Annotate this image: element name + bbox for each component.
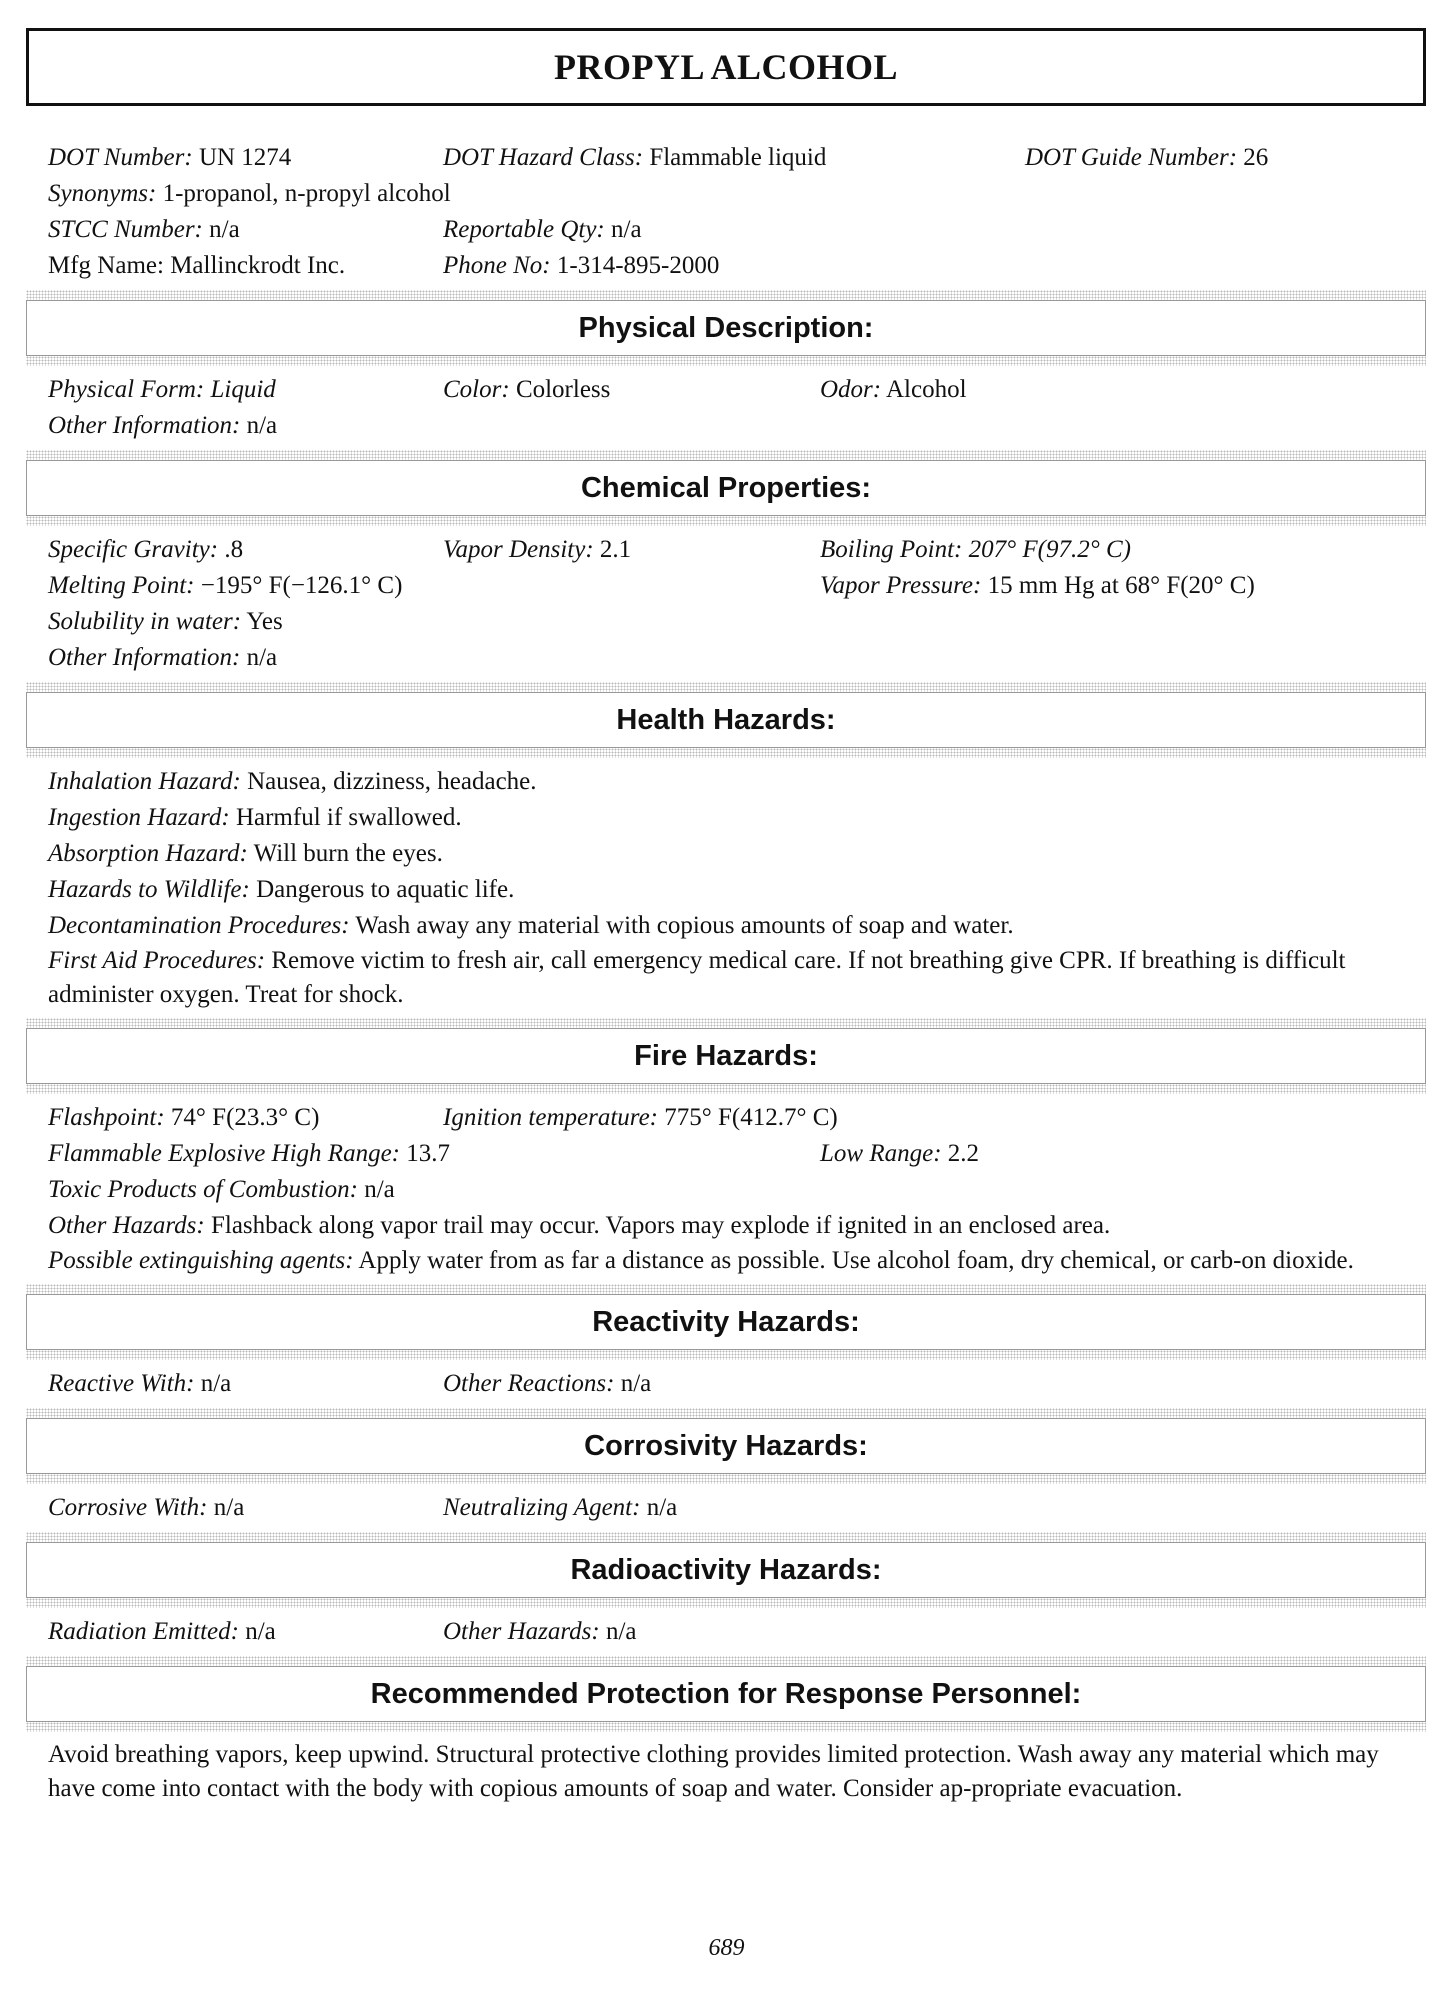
section-title: Physical Description: <box>578 311 874 344</box>
abs: Will burn the eyes. <box>253 840 443 867</box>
mp-label: Melting Point: <box>48 572 195 599</box>
section-header-fire <box>26 1018 1426 1094</box>
section-header-reactivity <box>26 1284 1426 1360</box>
hazard-class: Flammable liquid <box>649 144 827 171</box>
fire-row-2 <box>26 1136 1426 1172</box>
flash: 74° F(23.3° C) <box>170 1104 320 1131</box>
phone: 1-314-895-2000 <box>556 252 720 279</box>
text: Avoid breathing vapors, keep upwind. Structural protective clothing provides limited protection. Wash away any material which may have come into contact with the body with copious amounts of soap and water. Consider ap-propriate evacuation. <box>48 1741 1379 1802</box>
agent-label: Neutralizing Agent: <box>443 1494 641 1521</box>
sg-label: Specific Gravity: <box>48 536 219 563</box>
aid-label: First Aid Procedures: <box>48 947 266 974</box>
color: Colorless <box>515 376 611 403</box>
other-label: Other Hazards: <box>443 1618 600 1645</box>
emit-label: Radiation Emitted: <box>48 1618 239 1645</box>
section-title: Corrosivity Hazards: <box>584 1429 868 1462</box>
ign-label: Ignition temperature: <box>443 1104 659 1131</box>
fire-extinguishing <box>26 1244 1426 1278</box>
header-row-2 <box>26 176 1426 212</box>
emit: n/a <box>245 1618 276 1645</box>
health-wildlife <box>26 872 1426 908</box>
header-row-4 <box>26 248 1426 284</box>
section-title: Reactivity Hazards: <box>592 1305 860 1338</box>
decon-label: Decontamination Procedures: <box>48 912 350 939</box>
section-title: Chemical Properties: <box>580 471 872 504</box>
section-header-health <box>26 682 1426 758</box>
synonyms: 1-propanol, n-propyl alcohol <box>162 180 451 207</box>
other: n/a <box>246 412 278 439</box>
health-first-aid <box>26 944 1426 1012</box>
section-title: Radioactivity Hazards: <box>570 1553 882 1586</box>
rq-label: Reportable Qty: <box>443 216 605 243</box>
section-title: Recommended Protection for Response Personnel: <box>370 1677 1082 1710</box>
inh-label: Inhalation Hazard: <box>48 768 241 795</box>
other: n/a <box>620 1370 652 1397</box>
chemical-row-4 <box>26 640 1426 676</box>
low-label: Low Range: <box>820 1140 942 1167</box>
with: n/a <box>200 1370 232 1397</box>
wild-label: Hazards to Wildlife: <box>48 876 250 903</box>
wild: Dangerous to aquatic life. <box>256 876 515 903</box>
stcc-label: STCC Number: <box>48 216 203 243</box>
chemical-row-3 <box>26 604 1426 640</box>
agent: n/a <box>646 1494 678 1521</box>
ing-label: Ingestion Hazard: <box>48 804 230 831</box>
header-row-3 <box>26 212 1426 248</box>
synonyms-label: Synonyms: <box>48 180 157 207</box>
reactivity-row <box>26 1366 1426 1402</box>
chemical-row-1 <box>26 532 1426 568</box>
phone-label: Phone No: <box>443 252 551 279</box>
other-label: Other Information: <box>48 412 241 439</box>
bp-label: Boiling Point: 207° F(97.2° C) <box>820 536 1131 563</box>
health-inhalation <box>26 764 1426 800</box>
low: 2.2 <box>947 1140 980 1167</box>
rq: n/a <box>611 216 642 243</box>
other: n/a <box>605 1618 637 1645</box>
color-label: Color: <box>443 376 510 403</box>
ign: 775° F(412.7° C) <box>664 1104 838 1131</box>
other-label: Other Reactions: <box>443 1370 615 1397</box>
guide-number: 26 <box>1243 144 1269 171</box>
document-page <box>26 28 1426 1806</box>
vp-label: Vapor Pressure: <box>820 572 982 599</box>
header-row-1 <box>26 140 1426 176</box>
mp: −195° F(−126.1° C) <box>200 572 403 599</box>
stcc: n/a <box>209 216 240 243</box>
flash-label: Flashpoint: <box>48 1104 165 1131</box>
toxic: n/a <box>364 1176 395 1203</box>
dot-number: UN 1274 <box>198 144 292 171</box>
with-label: Corrosive With: <box>48 1494 208 1521</box>
section-header-corrosivity <box>26 1408 1426 1484</box>
section-header-physical <box>26 290 1426 366</box>
corrosivity-row <box>26 1490 1426 1526</box>
section-title: Fire Hazards: <box>634 1039 818 1072</box>
fire-toxic <box>26 1172 1426 1208</box>
mfg-label: Mfg Name: <box>48 252 164 279</box>
health-decon <box>26 908 1426 944</box>
odor: Alcohol <box>885 376 967 403</box>
section-title: Health Hazards: <box>616 703 836 736</box>
section-header-radioactivity <box>26 1532 1426 1608</box>
ing: Harmful if swallowed. <box>235 804 462 831</box>
other-label: Other Hazards: <box>48 1212 205 1239</box>
ext-label: Possible extinguishing agents: <box>48 1247 354 1274</box>
odor-label: Odor: <box>820 376 882 403</box>
page-number: 689 <box>708 1935 745 1961</box>
sg: .8 <box>224 536 244 563</box>
with-label: Reactive With: <box>48 1370 195 1397</box>
physical-row-1 <box>26 372 1426 408</box>
section-header-protection <box>26 1656 1426 1732</box>
section-header-chemical <box>26 450 1426 526</box>
high: 13.7 <box>406 1140 450 1167</box>
vd-label: Vapor Density: <box>443 536 594 563</box>
hazard-class-label: DOT Hazard Class: <box>443 144 644 171</box>
decon: Wash away any material with copious amounts of soap and water. <box>355 912 1014 939</box>
other: n/a <box>246 644 278 671</box>
sol: Yes <box>246 608 283 635</box>
health-absorption <box>26 836 1426 872</box>
other: Flashback along vapor trail may occur. Vapors may explode if ignited in an enclosed area. <box>210 1212 1111 1239</box>
physical-row-2 <box>26 408 1426 444</box>
vp: 15 mm Hg at 68° F(20° C) <box>987 572 1255 599</box>
sol-label: Solubility in water: <box>48 608 242 635</box>
form-label: Physical Form: Liquid <box>48 376 276 403</box>
page-title: PROPYL ALCOHOL <box>553 47 899 87</box>
toxic-label: Toxic Products of Combustion: <box>48 1176 358 1203</box>
ext: Apply water from as far a distance as possible. Use alcohol foam, dry chemical, or carb-on dioxide. <box>358 1247 1354 1274</box>
fire-row-1 <box>26 1100 1426 1136</box>
title-box <box>26 28 1426 106</box>
radioactivity-row <box>26 1614 1426 1650</box>
guide-label: DOT Guide Number: <box>1025 144 1238 171</box>
protection-text <box>26 1738 1426 1806</box>
chemical-row-2 <box>26 568 1426 604</box>
mfg: Mallinckrodt Inc. <box>170 252 346 279</box>
dot-number-label: DOT Number: <box>48 144 193 171</box>
other-label: Other Information: <box>48 644 241 671</box>
abs-label: Absorption Hazard: <box>48 840 248 867</box>
health-ingestion <box>26 800 1426 836</box>
fire-other <box>26 1208 1426 1244</box>
vd: 2.1 <box>599 536 632 563</box>
aid: Remove victim to fresh air, call emergency medical care. If not breathing give CPR. If breathing is difficult administer oxygen. Treat for shock. <box>48 947 1346 1008</box>
inh: Nausea, dizziness, headache. <box>247 768 537 795</box>
high-label: Flammable Explosive High Range: <box>48 1140 400 1167</box>
with: n/a <box>213 1494 245 1521</box>
